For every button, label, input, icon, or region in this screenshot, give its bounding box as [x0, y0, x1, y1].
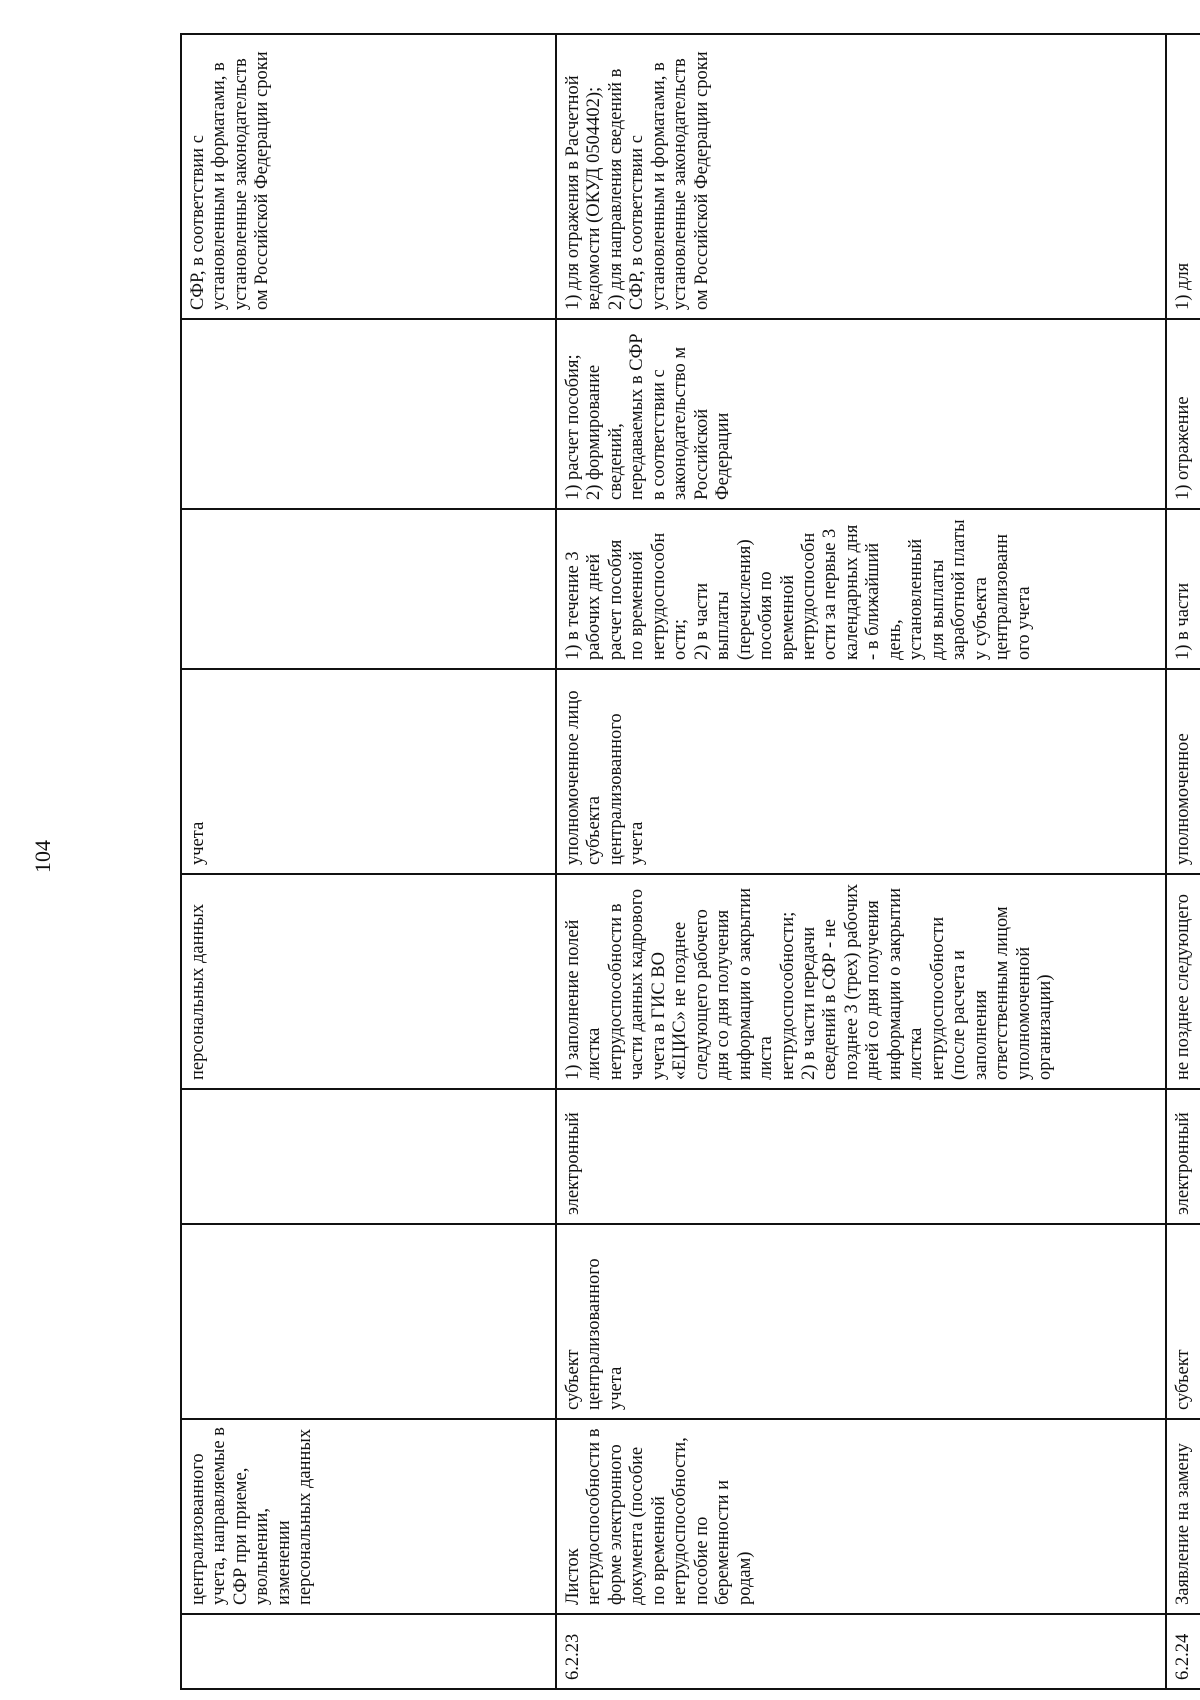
rotated-table-wrapper [180, 35, 1193, 1690]
cell-due: 1) в течение 3 рабочих дней расчет пособия по временной нетрудоспособн ости; 2) в части выплаты (перечисления) пособия по временной нетрудоспособн ости за первые 3 календарных дня - в ближайший день, установленный для выплаты заработной платы у субъекта централизованн ого учета [556, 509, 1166, 669]
cell-document-name: Заявление на замену [1166, 1419, 1200, 1614]
table-row [556, 34, 1166, 1689]
cell-deadline: не позднее следующего [1166, 874, 1200, 1089]
cell-number: 6.2.24 [1166, 1614, 1200, 1689]
document-table [180, 33, 1200, 1690]
cell-creator: субъект централизованного учета [556, 1224, 1166, 1419]
cell-due: 1) в части [1166, 509, 1200, 669]
cell-number: 6.2.23 [556, 1614, 1166, 1689]
cell-responsible: уполномоченное лицо субъекта централизованного учета [556, 669, 1166, 874]
cell-responsible: уполномоченное [1166, 669, 1200, 874]
cell-due [181, 509, 556, 669]
cell-form: электронный [556, 1089, 1166, 1224]
cell-use: 1) для отражения в Расчетной ведомости (ОКУД 0504402); 2) для направления сведений в СФР, в соответствии с установленным и форматами, в установленные законодательств ом Российской Федерации сроки [556, 34, 1166, 319]
cell-creator: субъект [1166, 1224, 1200, 1419]
table-row [1166, 34, 1200, 1689]
cell-action: 1) отражение [1166, 319, 1200, 509]
cell-action: 1) расчет пособия; 2) формирование сведений, передаваемых в СФР в соответствии с законодательство м Российской Федерации [556, 319, 1166, 509]
cell-creator [181, 1224, 556, 1419]
cell-document-name: Листок нетрудоспособности в форме электронного документа (пособие по временной нетрудоспособности, пособие по беременности и родам) [556, 1419, 1166, 1614]
cell-use: СФР, в соответствии с установленным и форматами, в установленные законодательств ом Российской Федерации сроки [181, 34, 556, 319]
cell-document-name: централизованного учета, направляемые в СФР при приеме, увольнении, изменении персональных данных [181, 1419, 556, 1614]
cell-number [181, 1614, 556, 1689]
page-number: 104 [30, 840, 55, 873]
cell-action [181, 319, 556, 509]
table-row [181, 34, 556, 1689]
cell-responsible: учета [181, 669, 556, 874]
cell-use: 1) для [1166, 34, 1200, 319]
cell-deadline: 1) заполнение полей листка нетрудоспособности в части данных кадрового учета в ГИС ВО «ЕЦИС» не позднее следующего рабочего дня со дня получения информации о закрытии листа нетрудоспособности; 2) в части передачи сведений в СФР - не позднее 3 (трех) рабочих дней со дня получения информации о закрытии листка нетрудоспособности (после расчета и заполнения ответственным лицом уполномоченной организации) [556, 874, 1166, 1089]
cell-deadline: персональных данных [181, 874, 556, 1089]
cell-form: электронный [1166, 1089, 1200, 1224]
cell-form [181, 1089, 556, 1224]
